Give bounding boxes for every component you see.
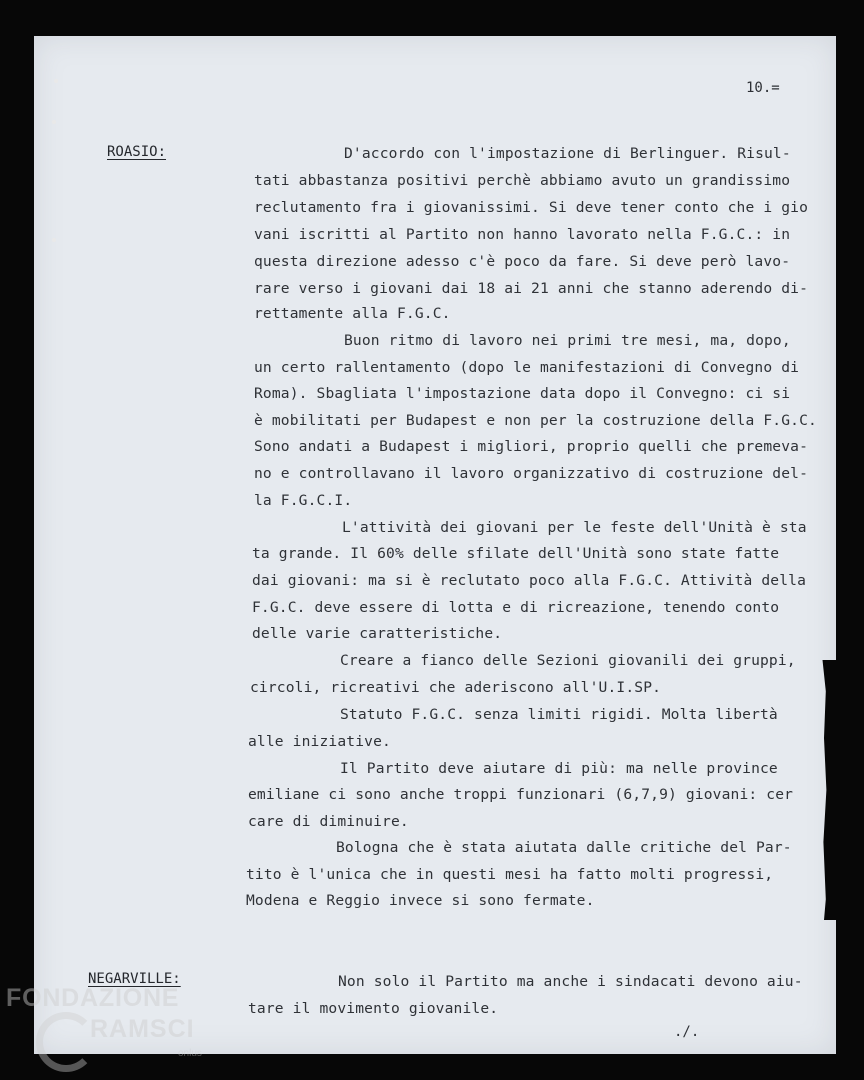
- text-line: Modena e Reggio invece si sono fermate.: [246, 892, 595, 909]
- watermark-line1: FONDAZIONE: [6, 984, 180, 1012]
- text-line: rettamente alla F.G.C.: [254, 305, 451, 322]
- text-line: un certo rallentamento (dopo le manifestazioni di Convegno di: [254, 359, 800, 376]
- text-line: Creare a fianco delle Sezioni giovanili dei gruppi,: [340, 652, 796, 669]
- text-line: questa direzione adesso c'è poco da fare. Si deve però lavo-: [254, 253, 791, 270]
- text-line: care di diminuire.: [248, 813, 409, 830]
- text-line: la F.G.C.I.: [254, 492, 353, 509]
- text-line: Buon ritmo di lavoro nei primi tre mesi, ma, dopo,: [344, 332, 791, 349]
- text-line: Roma). Sbagliata l'impostazione data dopo il Convegno: ci si: [254, 385, 791, 402]
- text-line: dai giovani: ma si è reclutato poco alla F.G.C. Attività della: [252, 572, 807, 589]
- text-line: è mobilitati per Budapest e non per la costruzione della F.G.C.: [254, 412, 817, 429]
- watermark-line2: RAMSCI: [90, 1015, 195, 1043]
- text-line: tare il movimento giovanile.: [248, 1000, 499, 1017]
- text-line: circoli, ricreativi che aderiscono all'U.I.SP.: [250, 679, 662, 696]
- text-line: Sono andati a Budapest i migliori, proprio quelli che premeva-: [254, 438, 809, 455]
- text-line: Il Partito deve aiutare di più: ma nelle province: [340, 760, 778, 777]
- text-line: rare verso i giovani dai 18 ai 21 anni che stanno aderendo di-: [254, 280, 809, 297]
- speaker-label-roasio: ROASIO:: [107, 144, 167, 160]
- text-line: ta grande. Il 60% delle sfilate dell'Unità sono state fatte: [252, 545, 780, 562]
- text-line: emiliane ci sono anche troppi funzionari (6,7,9) giovani: cer: [248, 786, 794, 803]
- continuation-mark: ./.: [674, 1024, 700, 1040]
- text-line: F.G.C. deve essere di lotta e di ricreazione, tenendo conto: [252, 599, 780, 616]
- text-line: Bologna che è stata aiutata dalle critiche del Par-: [336, 839, 792, 856]
- page-number: 10.=: [746, 80, 780, 96]
- text-line: tito è l'unica che in questi mesi ha fatto molti progressi,: [246, 866, 774, 883]
- text-line: D'accordo con l'impostazione di Berlinguer. Risul-: [344, 145, 791, 162]
- text-line: L'attività dei giovani per le feste dell'Unità è sta: [342, 519, 807, 536]
- text-line: vani iscritti al Partito non hanno lavorato nella F.G.C.: in: [254, 226, 791, 243]
- watermark-suffix: onlus: [178, 1048, 202, 1059]
- text-line: no e controllavano il lavoro organizzativo di costruzione del-: [254, 465, 809, 482]
- punch-mark: [54, 79, 58, 83]
- text-line: delle varie caratteristiche.: [252, 625, 503, 642]
- fondazione-gramsci-watermark: [6, 984, 226, 1074]
- text-line: alle iniziative.: [248, 733, 391, 750]
- gramsci-g-logo-icon: [36, 1012, 96, 1072]
- text-line: tati abbastanza positivi perchè abbiamo avuto un grandissimo: [254, 172, 791, 189]
- text-line: Statuto F.G.C. senza limiti rigidi. Molta libertà: [340, 706, 778, 723]
- speaker-label-negarville: NEGARVILLE:: [88, 971, 181, 987]
- text-line: Non solo il Partito ma anche i sindacati devono aiu-: [338, 973, 803, 990]
- text-line: reclutamento fra i giovanissimi. Si deve tener conto che i gio: [254, 199, 809, 216]
- punch-mark: [52, 120, 56, 124]
- punch-mark: [52, 238, 56, 242]
